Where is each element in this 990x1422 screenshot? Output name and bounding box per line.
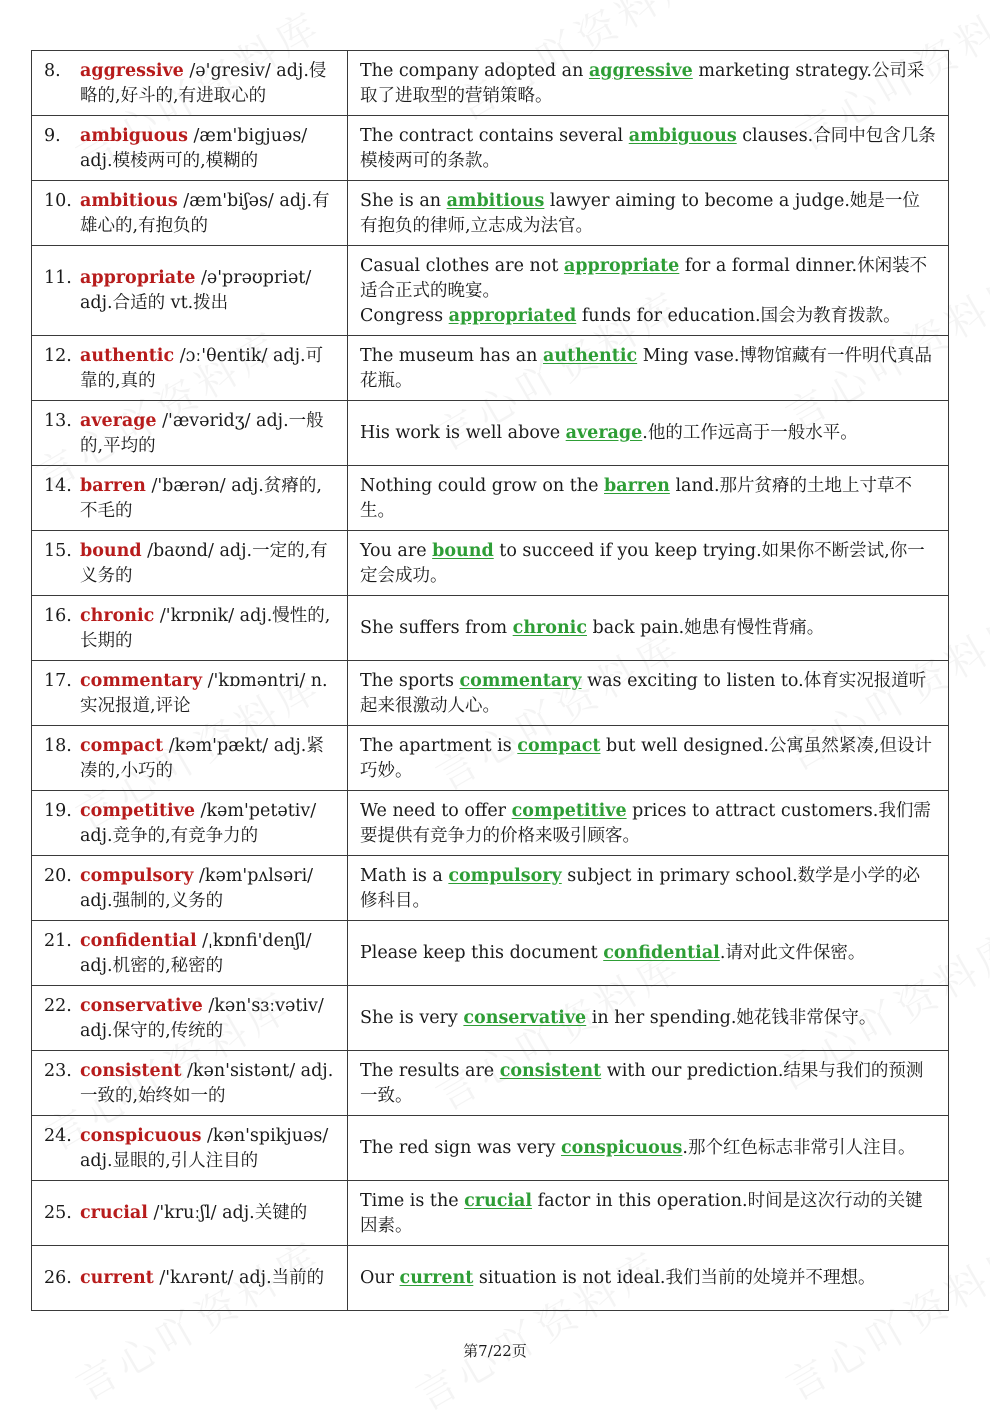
example-cell xyxy=(348,466,949,531)
word-cell xyxy=(32,791,348,856)
keyword-highlight: barren xyxy=(604,475,670,496)
word-entry xyxy=(44,1059,335,1109)
word-entry xyxy=(44,409,335,459)
sentence-text: Ming vase.博物馆藏有一件明代真品花瓶。 xyxy=(360,345,932,391)
definition: /ɔː'θentik/ adj.可靠的,真的 xyxy=(80,345,324,391)
keyword-highlight: bound xyxy=(432,540,494,561)
headword: compulsory xyxy=(80,865,194,886)
definition: /kən'spikjuəs/ adj.显眼的,引人注目的 xyxy=(80,1125,329,1171)
word-text xyxy=(80,799,335,849)
word-entry xyxy=(44,929,335,979)
example-cell xyxy=(348,791,949,856)
entry-number: 17. xyxy=(44,670,72,691)
word-cell xyxy=(32,1246,348,1311)
entry-number: 22. xyxy=(44,995,72,1016)
example-sentence xyxy=(360,734,936,784)
word-cell xyxy=(32,726,348,791)
word-entry xyxy=(44,124,335,174)
example-cell xyxy=(348,1181,949,1246)
word-text xyxy=(80,669,335,719)
entry-number: 8. xyxy=(44,60,61,81)
word-cell xyxy=(32,181,348,246)
definition: /ə'gresiv/ adj.侵略的,好斗的,有进取心的 xyxy=(80,60,327,106)
headword: average xyxy=(80,410,157,431)
keyword-highlight: compact xyxy=(517,735,601,756)
entry-number: 11. xyxy=(44,268,72,288)
word-entry xyxy=(44,734,335,784)
word-cell xyxy=(32,51,348,116)
sentence-text: subject in primary school.数学是小学的必修科目。 xyxy=(360,865,921,911)
headword: compact xyxy=(80,735,164,756)
sentence-text: situation is not ideal.我们当前的处境并不理想。 xyxy=(473,1268,876,1288)
word-text xyxy=(80,1124,335,1174)
word-cell xyxy=(32,336,348,401)
sentence-text: .他的工作远高于一般水平。 xyxy=(642,423,858,443)
entry-number: 26. xyxy=(44,1268,72,1288)
example-cell xyxy=(348,181,949,246)
definition: /baʊnd/ adj.一定的,有义务的 xyxy=(80,540,328,586)
sentence-text: Math is a xyxy=(360,865,449,886)
entry-number: 15. xyxy=(44,540,72,561)
entry-number: 16. xyxy=(44,605,72,626)
entry-number: 25. xyxy=(44,1203,72,1223)
vocabulary-table xyxy=(31,50,949,1311)
entry-number: 9. xyxy=(44,125,61,146)
word-text xyxy=(80,344,335,394)
example-cell xyxy=(348,116,949,181)
sentence-text: The results are xyxy=(360,1060,500,1081)
table-row xyxy=(32,596,949,661)
entry-number: 21. xyxy=(44,930,72,951)
example-cell xyxy=(348,336,949,401)
definition: /kən'sistənt/ adj.一致的,始终如一的 xyxy=(80,1060,334,1106)
example-sentence xyxy=(360,254,936,304)
word-text xyxy=(80,864,335,914)
word-cell xyxy=(32,116,348,181)
sentence-text: prices to attract customers.我们需要提供有竞争力的价格来吸引顾客。 xyxy=(360,800,931,846)
entry-number: 23. xyxy=(44,1060,72,1081)
headword: barren xyxy=(80,475,146,496)
entry-number: 10. xyxy=(44,190,72,211)
sentence-text: The museum has an xyxy=(360,345,544,366)
sentence-text: to succeed if you keep trying.如果你不断尝试,你一定会成功。 xyxy=(360,540,925,586)
word-text xyxy=(80,189,335,239)
word-text xyxy=(80,59,335,109)
sentence-text: We need to offer xyxy=(360,800,512,821)
sentence-text: She is an xyxy=(360,190,447,211)
example-cell xyxy=(348,246,949,336)
word-entry xyxy=(44,189,335,239)
entry-number: 24. xyxy=(44,1125,72,1146)
word-cell xyxy=(32,246,348,336)
vocabulary-table-body xyxy=(32,51,949,1311)
example-sentence xyxy=(360,941,936,966)
sentence-text: The red sign was very xyxy=(360,1138,561,1158)
example-sentence xyxy=(360,1136,936,1161)
sentence-text: Congress xyxy=(360,305,449,326)
sentence-text: land.那片贫瘠的土地上寸草不生。 xyxy=(360,475,913,521)
table-row xyxy=(32,1116,949,1181)
entry-number: 14. xyxy=(44,475,72,496)
keyword-highlight: appropriate xyxy=(563,255,680,276)
example-sentence xyxy=(360,344,936,394)
table-row xyxy=(32,336,949,401)
table-row xyxy=(32,401,949,466)
definition: /ˌkɒnfi'denʃl/ adj.机密的,秘密的 xyxy=(80,930,312,976)
keyword-highlight: ambiguous xyxy=(628,125,737,146)
keyword-highlight: conspicuous xyxy=(560,1138,683,1158)
table-row xyxy=(32,246,949,336)
sentence-text: She suffers from xyxy=(360,618,513,638)
example-cell xyxy=(348,1246,949,1311)
definition: /'ævəridʒ/ adj.一般的,平均的 xyxy=(80,410,324,456)
sentence-text: His work is well above xyxy=(360,423,566,443)
sentence-text: Our xyxy=(360,1268,400,1288)
headword: ambitious xyxy=(80,190,178,211)
page-number: 第7/22页 xyxy=(463,1342,527,1360)
sentence-text: The contract contains several xyxy=(360,125,629,146)
sentence-text: The sports xyxy=(360,670,460,691)
headword: competitive xyxy=(80,800,195,821)
keyword-highlight: compulsory xyxy=(448,865,562,886)
table-row xyxy=(32,51,949,116)
definition: /'kʌrənt/ adj.当前的 xyxy=(153,1268,325,1288)
sentence-text: factor in this operation.时间是这次行动的关键因素。 xyxy=(360,1190,923,1236)
keyword-highlight: competitive xyxy=(511,800,627,821)
definition: /ə'prəʊpriət/ adj.合适的 vt.拨出 xyxy=(80,268,312,313)
example-cell xyxy=(348,986,949,1051)
word-entry xyxy=(44,994,335,1044)
example-sentence xyxy=(360,189,936,239)
table-row xyxy=(32,791,949,856)
word-cell xyxy=(32,1181,348,1246)
headword: appropriate xyxy=(80,268,196,288)
word-cell xyxy=(32,596,348,661)
keyword-highlight: ambitious xyxy=(446,190,545,211)
sentence-text: for a formal dinner.休闲装不适合正式的晚宴。 xyxy=(360,255,928,301)
example-cell xyxy=(348,596,949,661)
example-sentence xyxy=(360,1266,936,1291)
word-entry xyxy=(44,864,335,914)
example-cell xyxy=(348,1116,949,1181)
definition: /'kruːʃl/ adj.关键的 xyxy=(147,1203,308,1223)
example-sentence xyxy=(360,304,936,329)
example-sentence xyxy=(360,59,936,109)
word-cell xyxy=(32,1051,348,1116)
sentence-text: marketing strategy.公司采取了进取型的营销策略。 xyxy=(360,60,925,106)
keyword-highlight: commentary xyxy=(459,670,582,691)
headword: authentic xyxy=(80,345,175,366)
sentence-text: You are xyxy=(360,540,433,561)
word-text xyxy=(80,266,335,316)
word-cell xyxy=(32,856,348,921)
table-row xyxy=(32,1181,949,1246)
definition: /æm'biʃəs/ adj.有雄心的,有抱负的 xyxy=(80,190,330,236)
table-row xyxy=(32,531,949,596)
sentence-text: Please keep this document xyxy=(360,943,604,963)
definition: /æm'bigjuəs/ adj.模棱两可的,模糊的 xyxy=(80,125,308,171)
entry-number: 19. xyxy=(44,800,72,821)
word-cell xyxy=(32,531,348,596)
definition: /'bærən/ adj.贫瘠的,不毛的 xyxy=(80,475,322,521)
word-entry xyxy=(44,474,335,524)
headword: commentary xyxy=(80,670,203,691)
word-text xyxy=(80,604,335,654)
word-cell xyxy=(32,401,348,466)
headword: confidential xyxy=(80,930,197,951)
keyword-highlight: confidential xyxy=(603,943,720,963)
sentence-text: She is very xyxy=(360,1008,464,1028)
headword: consistent xyxy=(80,1060,182,1081)
headword: crucial xyxy=(80,1203,148,1223)
word-entry xyxy=(44,799,335,849)
example-sentence xyxy=(360,799,936,849)
keyword-highlight: consistent xyxy=(499,1060,602,1081)
example-cell xyxy=(348,401,949,466)
example-sentence xyxy=(360,539,936,589)
headword: current xyxy=(80,1268,154,1288)
word-cell xyxy=(32,466,348,531)
word-text xyxy=(80,994,335,1044)
table-row xyxy=(32,921,949,986)
table-row xyxy=(32,116,949,181)
table-row xyxy=(32,1051,949,1116)
table-row xyxy=(32,986,949,1051)
sentence-text: Time is the xyxy=(360,1190,465,1211)
word-entry xyxy=(44,344,335,394)
word-text xyxy=(80,474,335,524)
keyword-highlight: appropriated xyxy=(448,305,577,326)
word-text xyxy=(80,734,335,784)
example-sentence xyxy=(360,474,936,524)
table-row xyxy=(32,726,949,791)
word-entry xyxy=(44,539,335,589)
word-entry xyxy=(44,1266,335,1291)
word-entry xyxy=(44,669,335,719)
headword: chronic xyxy=(80,605,155,626)
headword: conspicuous xyxy=(80,1125,202,1146)
word-text xyxy=(80,1266,335,1291)
definition: /'krɒnik/ adj.慢性的,长期的 xyxy=(80,605,331,651)
entry-number: 12. xyxy=(44,345,72,366)
example-cell xyxy=(348,51,949,116)
word-entry xyxy=(44,604,335,654)
definition: /'kɒməntri/ n.实况报道,评论 xyxy=(80,670,328,716)
entry-number: 18. xyxy=(44,735,72,756)
sentence-text: in her spending.她花钱非常保守。 xyxy=(586,1008,877,1028)
sentence-text: Casual clothes are not xyxy=(360,255,564,276)
definition: /kəm'pʌlsəri/ adj.强制的,义务的 xyxy=(80,865,314,911)
example-cell xyxy=(348,1051,949,1116)
headword: ambiguous xyxy=(80,125,188,146)
example-cell xyxy=(348,921,949,986)
table-row xyxy=(32,181,949,246)
sentence-text: with our prediction.结果与我们的预测一致。 xyxy=(360,1060,924,1106)
sentence-text: back pain.她患有慢性背痛。 xyxy=(586,618,825,638)
definition: /kən'sɜːvətiv/ adj.保守的,传统的 xyxy=(80,995,324,1041)
example-cell xyxy=(348,726,949,791)
keyword-highlight: average xyxy=(565,423,643,443)
definition: /kəm'pækt/ adj.紧凑的,小巧的 xyxy=(80,735,324,781)
word-cell xyxy=(32,921,348,986)
sentence-text: The apartment is xyxy=(360,735,518,756)
example-sentence xyxy=(360,1059,936,1109)
word-text xyxy=(80,539,335,589)
sentence-text: but well designed.公寓虽然紧凑,但设计巧妙。 xyxy=(360,735,932,781)
table-row xyxy=(32,856,949,921)
entry-number: 20. xyxy=(44,865,72,886)
word-cell xyxy=(32,986,348,1051)
keyword-highlight: conservative xyxy=(463,1008,587,1028)
table-row xyxy=(32,661,949,726)
example-sentence xyxy=(360,1006,936,1031)
sentence-text: funds for education.国会为教育拨款。 xyxy=(576,305,901,326)
word-text xyxy=(80,929,335,979)
word-cell xyxy=(32,1116,348,1181)
example-cell xyxy=(348,661,949,726)
example-sentence xyxy=(360,616,936,641)
example-sentence xyxy=(360,1189,936,1239)
sentence-text: lawyer aiming to become a judge.她是一位有抱负的律师,立志成为法官。 xyxy=(360,190,920,236)
sentence-text: .请对此文件保密。 xyxy=(719,943,866,963)
sentence-text: clauses.合同中包含几条模棱两可的条款。 xyxy=(360,125,936,171)
word-text xyxy=(80,1201,335,1226)
word-text xyxy=(80,409,335,459)
keyword-highlight: chronic xyxy=(512,618,587,638)
word-entry xyxy=(44,59,335,109)
word-text xyxy=(80,1059,335,1109)
table-row xyxy=(32,1246,949,1311)
sentence-text: The company adopted an xyxy=(360,60,589,81)
word-entry xyxy=(44,1201,335,1226)
example-sentence xyxy=(360,864,936,914)
keyword-highlight: current xyxy=(399,1268,474,1288)
headword: aggressive xyxy=(80,60,184,81)
headword: conservative xyxy=(80,995,203,1016)
word-entry xyxy=(44,1124,335,1174)
example-cell xyxy=(348,531,949,596)
word-entry xyxy=(44,266,335,316)
example-sentence xyxy=(360,124,936,174)
headword: bound xyxy=(80,540,142,561)
definition: /kəm'petətiv/ adj.竞争的,有竞争力的 xyxy=(80,800,317,846)
table-row xyxy=(32,466,949,531)
word-cell xyxy=(32,661,348,726)
keyword-highlight: aggressive xyxy=(588,60,693,81)
keyword-highlight: crucial xyxy=(464,1190,533,1211)
word-text xyxy=(80,124,335,174)
sentence-text: .那个红色标志非常引人注目。 xyxy=(682,1138,916,1158)
sentence-text: was exciting to listen to.体育实况报道听起来很激动人心。 xyxy=(360,670,927,716)
example-cell xyxy=(348,856,949,921)
example-sentence xyxy=(360,421,936,446)
entry-number: 13. xyxy=(44,410,72,431)
sentence-text: Nothing could grow on the xyxy=(360,475,604,496)
keyword-highlight: authentic xyxy=(543,345,638,366)
example-sentence xyxy=(360,669,936,719)
